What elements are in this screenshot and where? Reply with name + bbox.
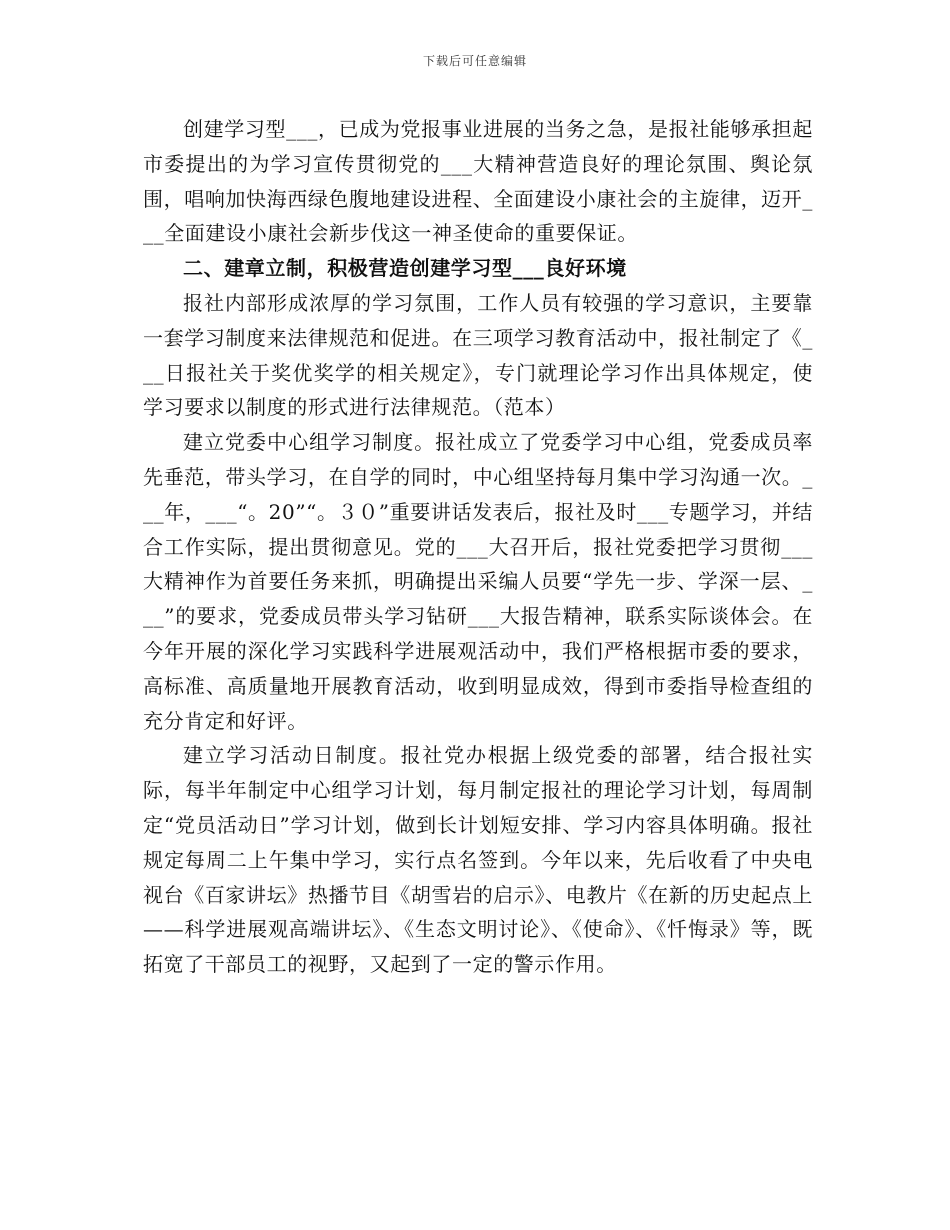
paragraph-intro: 创建学习型___，已成为党报事业进展的当务之急，是报社能够承担起市委提出的为学习宣传贯彻党的___大精神营造良好的理论氛围、舆论氛围，唱响加快海西绿色腹地建设进程、全面建设小康社会的主旋律，迈开___全面建设小康社会新步伐这一神圣使命的重要保证。 <box>143 117 813 246</box>
page-header: 下载后可任意编辑 <box>422 54 527 68</box>
paragraph-regulations: 报社内部形成浓厚的学习氛围，工作人员有较强的学习意识，主要靠一套学习制度来法律规范和促进。在三项学习教育活动中，报社制定了《___日报社关于奖优奖学的相关规定》，专门就理论学习作出具体规定，使学习要求以制度的形式进行法律规范。（范本） <box>143 290 813 420</box>
document-body <box>143 112 813 982</box>
paragraph-activity-day: 建立学习活动日制度。报社党办根据上级党委的部署，结合报社实际，每半年制定中心组学习计划，每月制定报社的理论学习计划，每周制定“党员活动日”学习计划，做到长计划短安排、学习内容具体明确。报社规定每周二上午集中学习，实行点名签到。今年以来，先后收看了中央电视台《百家讲坛》热播节目《胡雪岩的启示》、电教片《在新的历史起点上——科学进展观高端讲坛》、《生态文明讨论》、《使命》、《忏悔录》等，既拓宽了干部员工的视野，又起到了一定的警示作用。 <box>143 743 813 977</box>
section-heading-2: 二、建章立制，积极营造创建学习型___良好环境 <box>183 256 627 281</box>
paragraph-central-group: 建立党委中心组学习制度。报社成立了党委学习中心组，党委成员率先垂范，带头学习，在自学的同时，中心组坚持每月集中学习沟通一次。___年，___“。20”“。３０”重要讲话发表后，报社及时___专题学习，并结合工作实际，提出贯彻意见。党的___大召开后，报社党委把学习贯彻___大精神作为首要任务来抓，明确提出采编人员要“学先一步、学深一层、___”的要求，党委成员带头学习钻研___大报告精神，联系实际谈体会。在今年开展的深化学习实践科学进展观活动中，我们严格根据市委的要求，高标准、高质量地开展教育活动，收到明显成效，得到市委指导检查组的充分肯定和好评。 <box>143 430 813 733</box>
